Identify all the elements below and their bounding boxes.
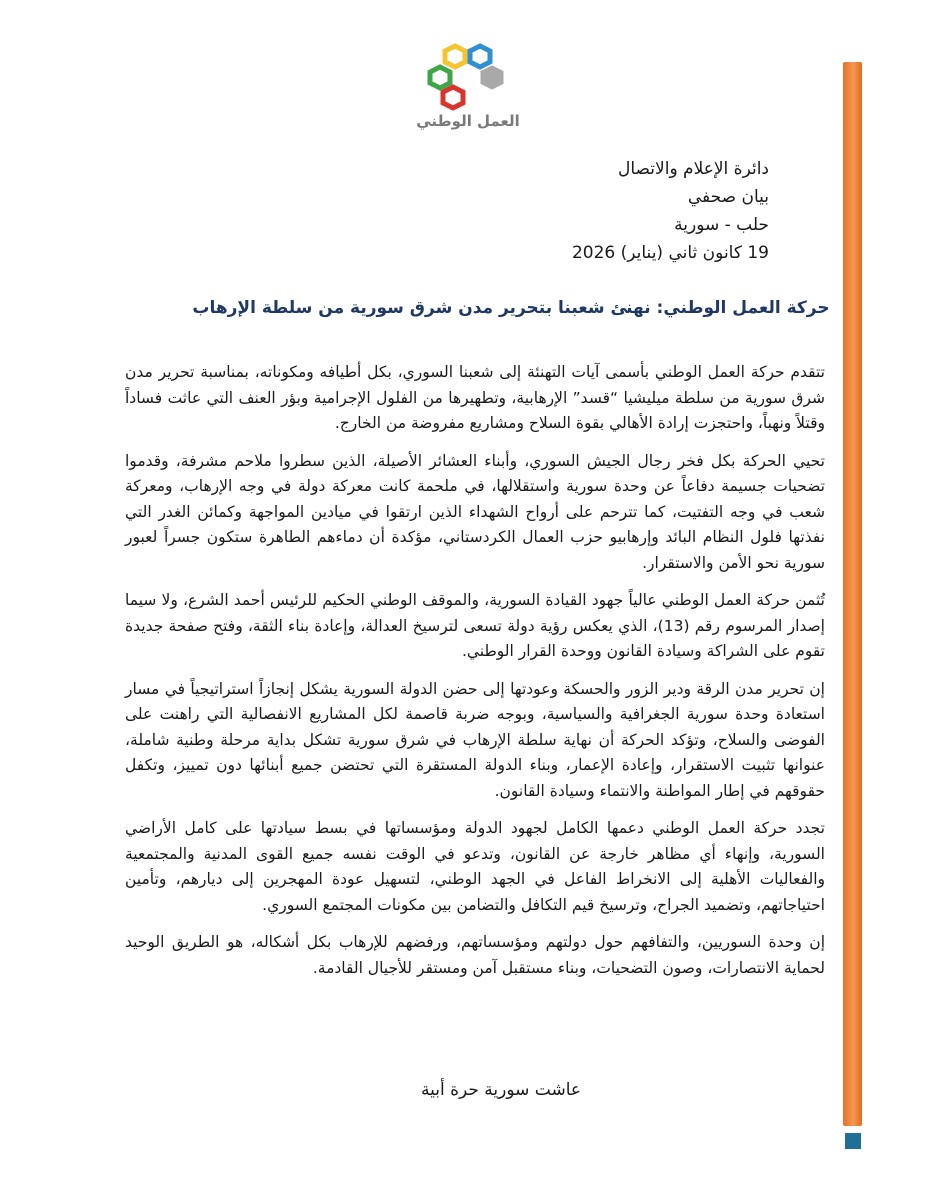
logo-text: العمل الوطني	[416, 112, 520, 130]
logo-hexagon-yellow	[445, 46, 465, 67]
paragraph-2: تحيي الحركة بكل فخر رجال الجيش السوري، وأبناء العشائر الأصيلة، الذين سطروا ملاحم مشرفة، وقدموا تضحيات جسيمة دفاعاً عن وحدة سورية واستقلالها، في ملحمة كانت معركة دولة في وجه الإرهاب، ومعركة شعب في وجه التفتيت، كما تترحم على أرواح الشهداء الذين ارتقوا في ميادين المواجهة وكمائن الغدر التي نفذتها فلول النظام البائد وإرهابيو حزب العمال الكردستاني، مؤكدة أن دماءهم الطاهرة ستكون جسراً لعبور سورية نحو الأمن والاستقرار.	[125, 451, 825, 572]
decorative-side-bar	[843, 62, 862, 1126]
decorative-square	[845, 1133, 861, 1149]
logo-hexagon-red	[443, 87, 463, 108]
document-header	[469, 155, 769, 267]
document-type: بيان صحفي	[687, 187, 769, 207]
logo-hexagon-blue	[470, 46, 490, 67]
statement-body	[125, 360, 825, 993]
paragraph-1: تتقدم حركة العمل الوطني بأسمى آيات التهنئة إلى شعبنا السوري، بكل أطيافه ومكوناته، بمناسبة تحرير مدن شرق سورية من سلطة ميليشيا “قسد” الإرهابية، وتطهيرها من الفلول الإجرامية وبؤر العنف التي عاثت فساداً وقتلاً ونهباً، واحتجزت إرادة الأهالي بقوة السلاح ومشاريع مفروضة من الخارج.	[125, 363, 825, 432]
headline: حركة العمل الوطني: نهنئ شعبنا بتحرير مدن شرق سورية من سلطة الإرهاب	[192, 298, 830, 318]
closing-slogan: عاشت سورية حرة أبية	[420, 1080, 582, 1100]
logo-hexagon-green	[430, 67, 450, 88]
paragraph-4: إن تحرير مدن الرقة ودير الزور والحسكة وعودتها إلى حضن الدولة السورية يشكل إنجازاً استراتيجياً في مسار استعادة وحدة سورية الجغرافية والسياسية، وبوجه ضربة قاصمة لكل المشاريع الانفصالية التي راهنت على الفوضى والسلاح، وتؤكد الحركة أن نهاية سلطة الإرهاب في شرق سورية تشكل بداية مرحلة وطنية شاملة، عنوانها تثبيت الاستقرار، وإعادة الإعمار، وبناء الدولة المستقرة التي تحتضن جميع أبنائها دون تمييز، وتكفل حقوقهم في إطار المواطنة والانتماء وسيادة القانون.	[125, 679, 825, 800]
document-date: 19 كانون ثاني (يناير) 2026	[571, 243, 769, 263]
paragraph-6: إن وحدة السوريين، والتفافهم حول دولتهم ومؤسساتهم، ورفضهم للإرهاب بكل أشكاله، هو الطريق الوحيد لحماية الانتصارات، وصون التضحيات، وبناء مستقبل آمن ومستقر للأجيال القادمة.	[125, 933, 825, 977]
paragraph-3: تُثمن حركة العمل الوطني عالياً جهود القيادة السورية، والموقف الوطني الحكيم للرئيس أحمد الشرع، ولا سيما إصدار المرسوم رقم (13)، الذي يعكس رؤية دولة تسعى لترسيخ العدالة، وإعادة بناء الثقة، وفتح صفحة جديدة تقوم على الشراكة وسيادة القانون ووحدة القرار الوطني.	[125, 591, 825, 660]
department-name: دائرة الإعلام والاتصال	[618, 159, 769, 179]
document-location: حلب - سورية	[674, 215, 769, 235]
paragraph-5: تجدد حركة العمل الوطني دعمها الكامل لجهود الدولة ومؤسساتها في بسط سيادتها على كامل الأراضي السورية، وإنهاء أي مظاهر خارجة عن القانون، وتدعو في الوقت نفسه جميع القوى المدنية والمجتمعية والفعاليات الأهلية إلى الانخراط الفاعل في الجهد الوطني، لتسهيل عودة المهجرين إلى ديارهم، وتأمين احتياجاتهم، وتضميد الجراح، وترسيخ قيم التكافل والتضامن بين مكونات المجتمع السوري.	[125, 819, 825, 914]
logo-hexagon-gray	[482, 67, 502, 88]
